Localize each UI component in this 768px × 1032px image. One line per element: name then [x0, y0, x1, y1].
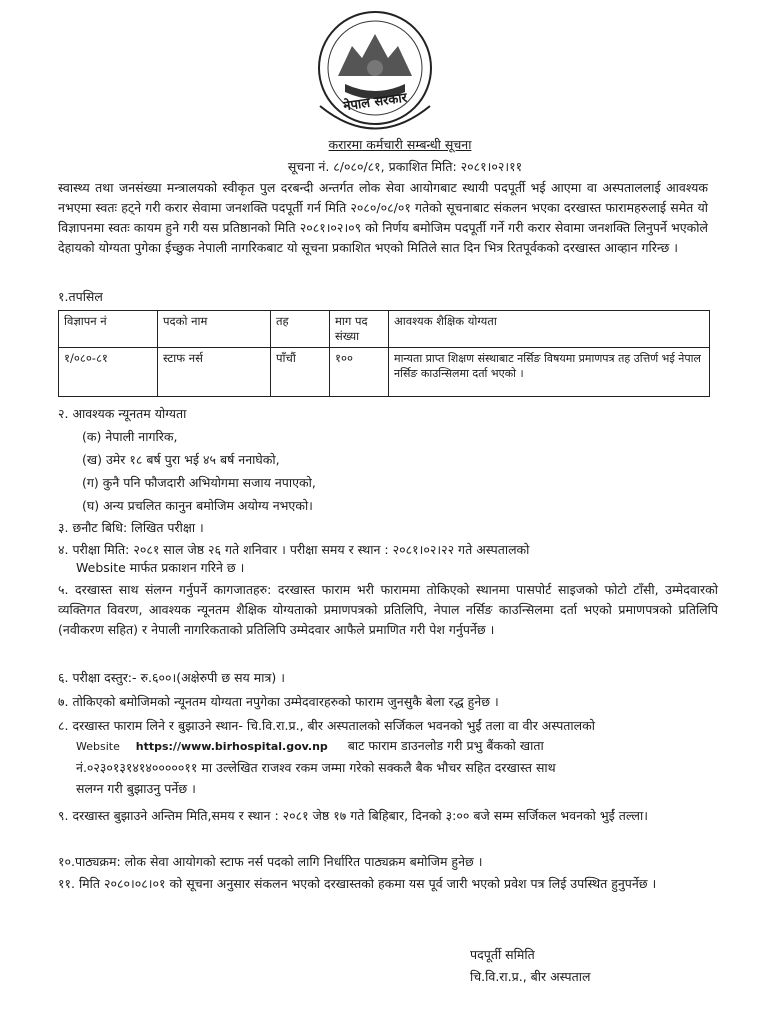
section-4-line1: ४. परीक्षा मिति: २०८१ साल जेष्ठ २६ गते शनिवार । परीक्षा समय र स्थान : २०८१।०२।२२ गते अस्पतालको [58, 542, 530, 557]
table-cell: पाँचौं [271, 348, 330, 397]
website-url: https://www.birhospital.gov.np [135, 740, 328, 753]
section-8-line1: ८. दरखास्त फाराम लिने र बुझाउने स्थान- चि.वि.रा.प्र., बीर अस्पतालको सर्जिकल भवनको भुईं तला वा वीर अस्पतालको [58, 718, 595, 733]
section-8-line3: नं.०२३०१३१४१४०००००११ मा उल्लेखित राजश्व रकम जम्मा गरेको सक्कलै बैक भौचर सहित दरखास्त साथ [76, 760, 556, 775]
signature-organization: चि.वि.रा.प्र., बीर अस्पताल [470, 969, 591, 984]
table-header: तह [271, 311, 330, 348]
section-8-line2-text: बाट फाराम डाउनलोड गरी प्रभु बैंकको खाता [347, 738, 544, 753]
vacancy-table [58, 310, 710, 397]
intro-paragraph: स्वास्थ्य तथा जनसंख्या मन्त्रालयको स्वीकृत पुल दरबन्दी अन्तर्गत लोक सेवा आयोगबाट स्थायी पदपूर्ती भई आएमा वा अस्पताललाई आवश्यक नभएमा स्वतः हट्ने गरी करार सेवामा जनशक्ति पदपूर्ती गर्न मिति २०८०/०८/०१ गतेको सूचनाबाट संकलन भएका दरखास्त फारामहरुलाई समेत यो विज्ञापनमा स्वतः कायम हुने गरी यस प्रतिष्ठानको मिति २०८१।०२।०९ को निर्णय बमोजिम पदपूर्ती गर्ने गरी करार सेवामा जनशक्ति लिनुपर्ने भएकोले देहायको योग्यता पुगेका ईच्छुक नेपाली नागरिकबाट यो सूचना प्रकाशित भएको मितिले सात दिन भित्र रितपूर्वकको दरखास्त आव्हान गरिन्छ । [58, 180, 708, 255]
section-4-line2: Website मार्फत प्रकाशन गरिने छ । [76, 560, 245, 575]
table-cell: १/०८०-८१ [59, 348, 158, 397]
section-6: ६. परीक्षा दस्तुर:- रु.६००।(अक्षेरुपी छ सय मात्र) । [58, 670, 285, 685]
emblem-lettering: नेपाल सरकार [342, 90, 408, 115]
list-item: (ख) उमेर १८ बर्ष पुरा भई ४५ बर्ष ननाघेको, [82, 452, 280, 467]
notice-title: करारमा कर्मचारी सम्बन्धी सूचना [328, 137, 472, 152]
table-cell: १०० [330, 348, 389, 397]
section-11: ११. मिति २०८०।०८।०१ को सूचना अनुसार संकलन भएको दरखास्तको हकमा यस पूर्व जारी भएको प्रवेश पत्र लिई उपस्थित हुनुपर्नेछ । [58, 876, 657, 891]
table-header: आवश्यक शैक्षिक योग्यता [389, 311, 710, 348]
government-emblem-seal [290, 6, 460, 146]
table-header-row [59, 311, 710, 348]
table-cell: मान्यता प्राप्त शिक्षण संस्थाबाट नर्सिङ विषयमा प्रमाणपत्र तह उत्तिर्ण भई नेपाल नर्सिङ काउन्सिलमा दर्ता भएको । [389, 348, 710, 397]
section-10: १०.पाठ्यक्रम: लोक सेवा आयोगको स्टाफ नर्स पदको लागि निर्धारित पाठ्यक्रम बमोजिम हुनेछ । [58, 854, 483, 869]
notice-number: सूचना नं. ८/०८०/८१, प्रकाशित मिति: २०८१।०२।११ [287, 159, 523, 174]
table-header: पदको नाम [158, 311, 271, 348]
section-1-heading: १.तपसिल [58, 289, 103, 304]
section-7: ७. तोकिएको बमोजिमको न्यूनतम योग्यता नपुगेका उम्मेदवारहरुको फाराम जुनसुकै बेला रद्ध हुनेछ । [58, 694, 499, 709]
table-header: विज्ञापन नं [59, 311, 158, 348]
table-row [59, 348, 710, 397]
section-5: ५. दरखास्त साथ संलग्न गर्नुपर्ने कागजातहरु: दरखास्त फाराम भरी फाराममा तोकिएको स्थानमा पासपोर्ट साइजको फोटो टाँसी, उम्मेदवारको व्यक्तिगत विवरण, आवश्यक न्यूनतम शैक्षिक योग्यताको प्रमाणपत्रको प्रतिलिपि, नेपाल नर्सिङ काउन्सिलमा दर्ता भएको प्रमाणपत्रको प्रतिलिपि (नवीकरण सहित) र नेपाली नागरिकताको प्रतिलिपि उम्मेदवार आफैले प्रमाणित गरी पेश गर्नुपर्नेछ । [58, 582, 718, 637]
section-3: ३. छनौट बिधि: लिखित परीक्षा । [58, 520, 204, 535]
section-8-line4: सलग्न गरी बुझाउनु पर्नेछ । [76, 781, 196, 796]
table-header: माग पद संख्या [330, 311, 389, 348]
list-item: (ग) कुनै पनि फौजदारी अभियोगमा सजाय नपाएको, [82, 475, 316, 490]
section-8-line2 [76, 736, 716, 757]
section-2-heading: २. आवश्यक न्यूनतम योग्यता [58, 406, 187, 421]
table-cell: स्टाफ नर्स [158, 348, 271, 397]
section-9: ९. दरखास्त बुझाउने अन्तिम मिति,समय र स्थान : २०८१ जेष्ठ १७ गते बिहिबार, दिनको ३:०० बजे सम्म सर्जिकल भवनको भुईं तल्ला। [58, 808, 648, 823]
website-label: Website [76, 740, 120, 753]
list-item: (क) नेपाली नागरिक, [82, 429, 178, 444]
signature-committee: पदपूर्ती समिति [470, 947, 535, 962]
list-item: (घ) अन्य प्रचलित कानुन बमोजिम अयोग्य नभएको। [82, 498, 313, 513]
